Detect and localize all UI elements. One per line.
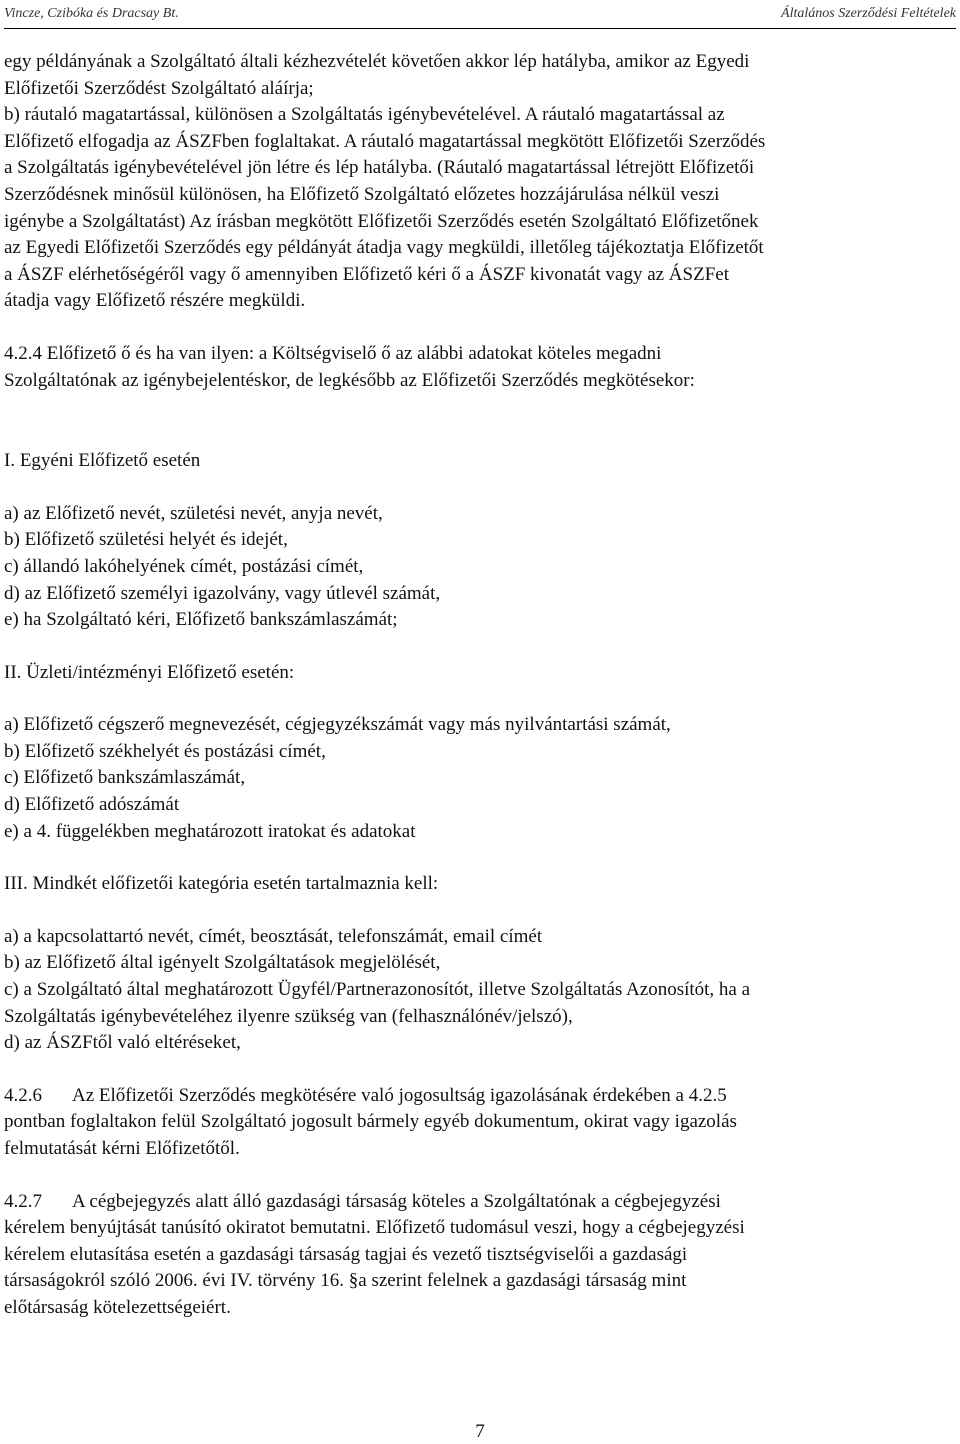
header-document-title: Általános Szerződési Feltételek — [781, 6, 956, 21]
section-4-2-7-line: kérelem benyújtását tanúsító okiratot bemutatni. Előfizető tudomásul veszi, hogy a cégbejegyzési — [4, 1217, 745, 1239]
section-4-2-4-line: 4.2.4 Előfizető ő és ha van ilyen: a Költségviselő ő az alábbi adatokat köteles megadni — [4, 342, 662, 364]
text-line: Szerződésnek minősül különösen, ha Előfizető Szolgáltató előzetes hozzájárulása nélkül veszi — [4, 183, 720, 205]
section-title-business: II. Üzleti/intézményi Előfizető esetén: — [4, 661, 295, 683]
text-line: b) ráutaló magatartással, különösen a Szolgáltatás igénybevételével. A ráutaló magatartással az — [4, 104, 725, 126]
list-item: c) Előfizető bankszámlaszámát, — [4, 767, 246, 789]
section-4-2-7-line: előtársaság kötelezettségeiért. — [4, 1296, 231, 1318]
text-line: átadja vagy Előfizető részére megküldi. — [4, 290, 306, 312]
section-number: 4.2.6 — [4, 1084, 42, 1106]
list-item: e) ha Szolgáltató kéri, Előfizető bankszámlaszámát; — [4, 609, 398, 631]
page-number: 7 — [475, 1421, 485, 1442]
section-4-2-6-line: felmutatását kérni Előfizetőtől. — [4, 1138, 240, 1159]
document-body — [4, 49, 956, 1322]
text-line: az Egyedi Előfizetői Szerződés egy példányát átadja vagy megküldi, illetőleg tájékoztatja Előfizetőt — [4, 237, 764, 259]
list-item: a) Előfizető cégszerő megnevezését, cégjegyzékszámát vagy más nyilvántartási számát, — [4, 714, 671, 736]
header-company: Vincze, Czibóka és Dracsay Bt. — [4, 6, 179, 21]
list-item: Szolgáltatás igénybevételéhez ilyenre szükség van (felhasználónév/jelszó), — [4, 1005, 573, 1027]
text-line: egy példányának a Szolgáltató általi kézhezvételét követően akkor lép hatályba, amikor az Egyedi — [4, 51, 750, 72]
list-item: c) állandó lakóhelyének címét, postázási címét, — [4, 555, 364, 577]
section-title-individual: I. Egyéni Előfizető esetén — [4, 450, 201, 472]
list-item: d) Előfizető adószámát — [4, 794, 180, 816]
list-item: e) a 4. függelékben meghatározott iratokat és adatokat — [4, 820, 416, 842]
list-item: b) Előfizető születési helyét és idejét, — [4, 529, 288, 551]
section-4-2-7-line: kérelem elutasítása esetén a gazdasági társaság tagjai és vezető tisztségviselői a gazdasági — [4, 1243, 688, 1265]
list-item: b) az Előfizető által igényelt Szolgáltatások megjelölését, — [4, 952, 441, 974]
list-item: d) az Előfizető személyi igazolvány, vagy útlevél számát, — [4, 582, 441, 604]
section-4-2-6-line — [4, 1083, 956, 1110]
page-header — [4, 6, 956, 29]
text-line: Előfizető elfogadja az ÁSZFben foglaltakat. A ráutaló magatartással megkötött Előfizetői Szerződés — [4, 130, 766, 152]
section-4-2-6-line: pontban foglaltakon felül Szolgáltató jogosult bármely egyéb dokumentum, okirat vagy igazolás — [4, 1111, 737, 1133]
list-item: a) a kapcsolattartó nevét, címét, beosztását, telefonszámát, email címét — [4, 925, 543, 947]
list-item: a) az Előfizető nevét, születési nevét, anyja nevét, — [4, 502, 383, 524]
section-4-2-7-line — [4, 1189, 956, 1216]
list-item: c) a Szolgáltató által meghatározott Ügyfél/Partnerazonosítót, illetve Szolgáltatás Azonosítót, ha a — [4, 979, 751, 1001]
text-line: a Szolgáltatás igénybevételével jön létre és lép hatályba. (Ráutaló magatartással létrejött Előfizetői — [4, 157, 755, 179]
section-text: Az Előfizetői Szerződés megkötésére való jogosultság igazolásának érdekében a 4.2.5 — [72, 1084, 727, 1106]
section-4-2-4-line: Szolgáltatónak az igénybejelentéskor, de legkésőbb az Előfizetői Szerződés megkötésekor: — [4, 369, 695, 391]
list-item: b) Előfizető székhelyét és postázási címét, — [4, 740, 326, 762]
section-number: 4.2.7 — [4, 1190, 42, 1212]
section-text: A cégbejegyzés alatt álló gazdasági társaság köteles a Szolgáltatónak a cégbejegyzési — [72, 1190, 721, 1212]
text-line: a ÁSZF elérhetőségéről vagy ő amennyiben Előfizető kéri ő a ÁSZF kivonatát vagy az ÁSZFet — [4, 263, 729, 285]
section-4-2-7-line: társaságokról szóló 2006. évi IV. törvény 16. §a szerint felelnek a gazdasági társaság mint — [4, 1270, 687, 1292]
text-line: Előfizetői Szerződést Szolgáltató aláírja; — [4, 77, 314, 99]
list-item: d) az ÁSZFtől való eltéréseket, — [4, 1032, 241, 1054]
text-line: igénybe a Szolgáltatást) Az írásban megkötött Előfizetői Szerződés esetén Szolgáltató Előfizetőnek — [4, 210, 759, 232]
section-title-both: III. Mindkét előfizetői kategória esetén tartalmaznia kell: — [4, 873, 439, 895]
